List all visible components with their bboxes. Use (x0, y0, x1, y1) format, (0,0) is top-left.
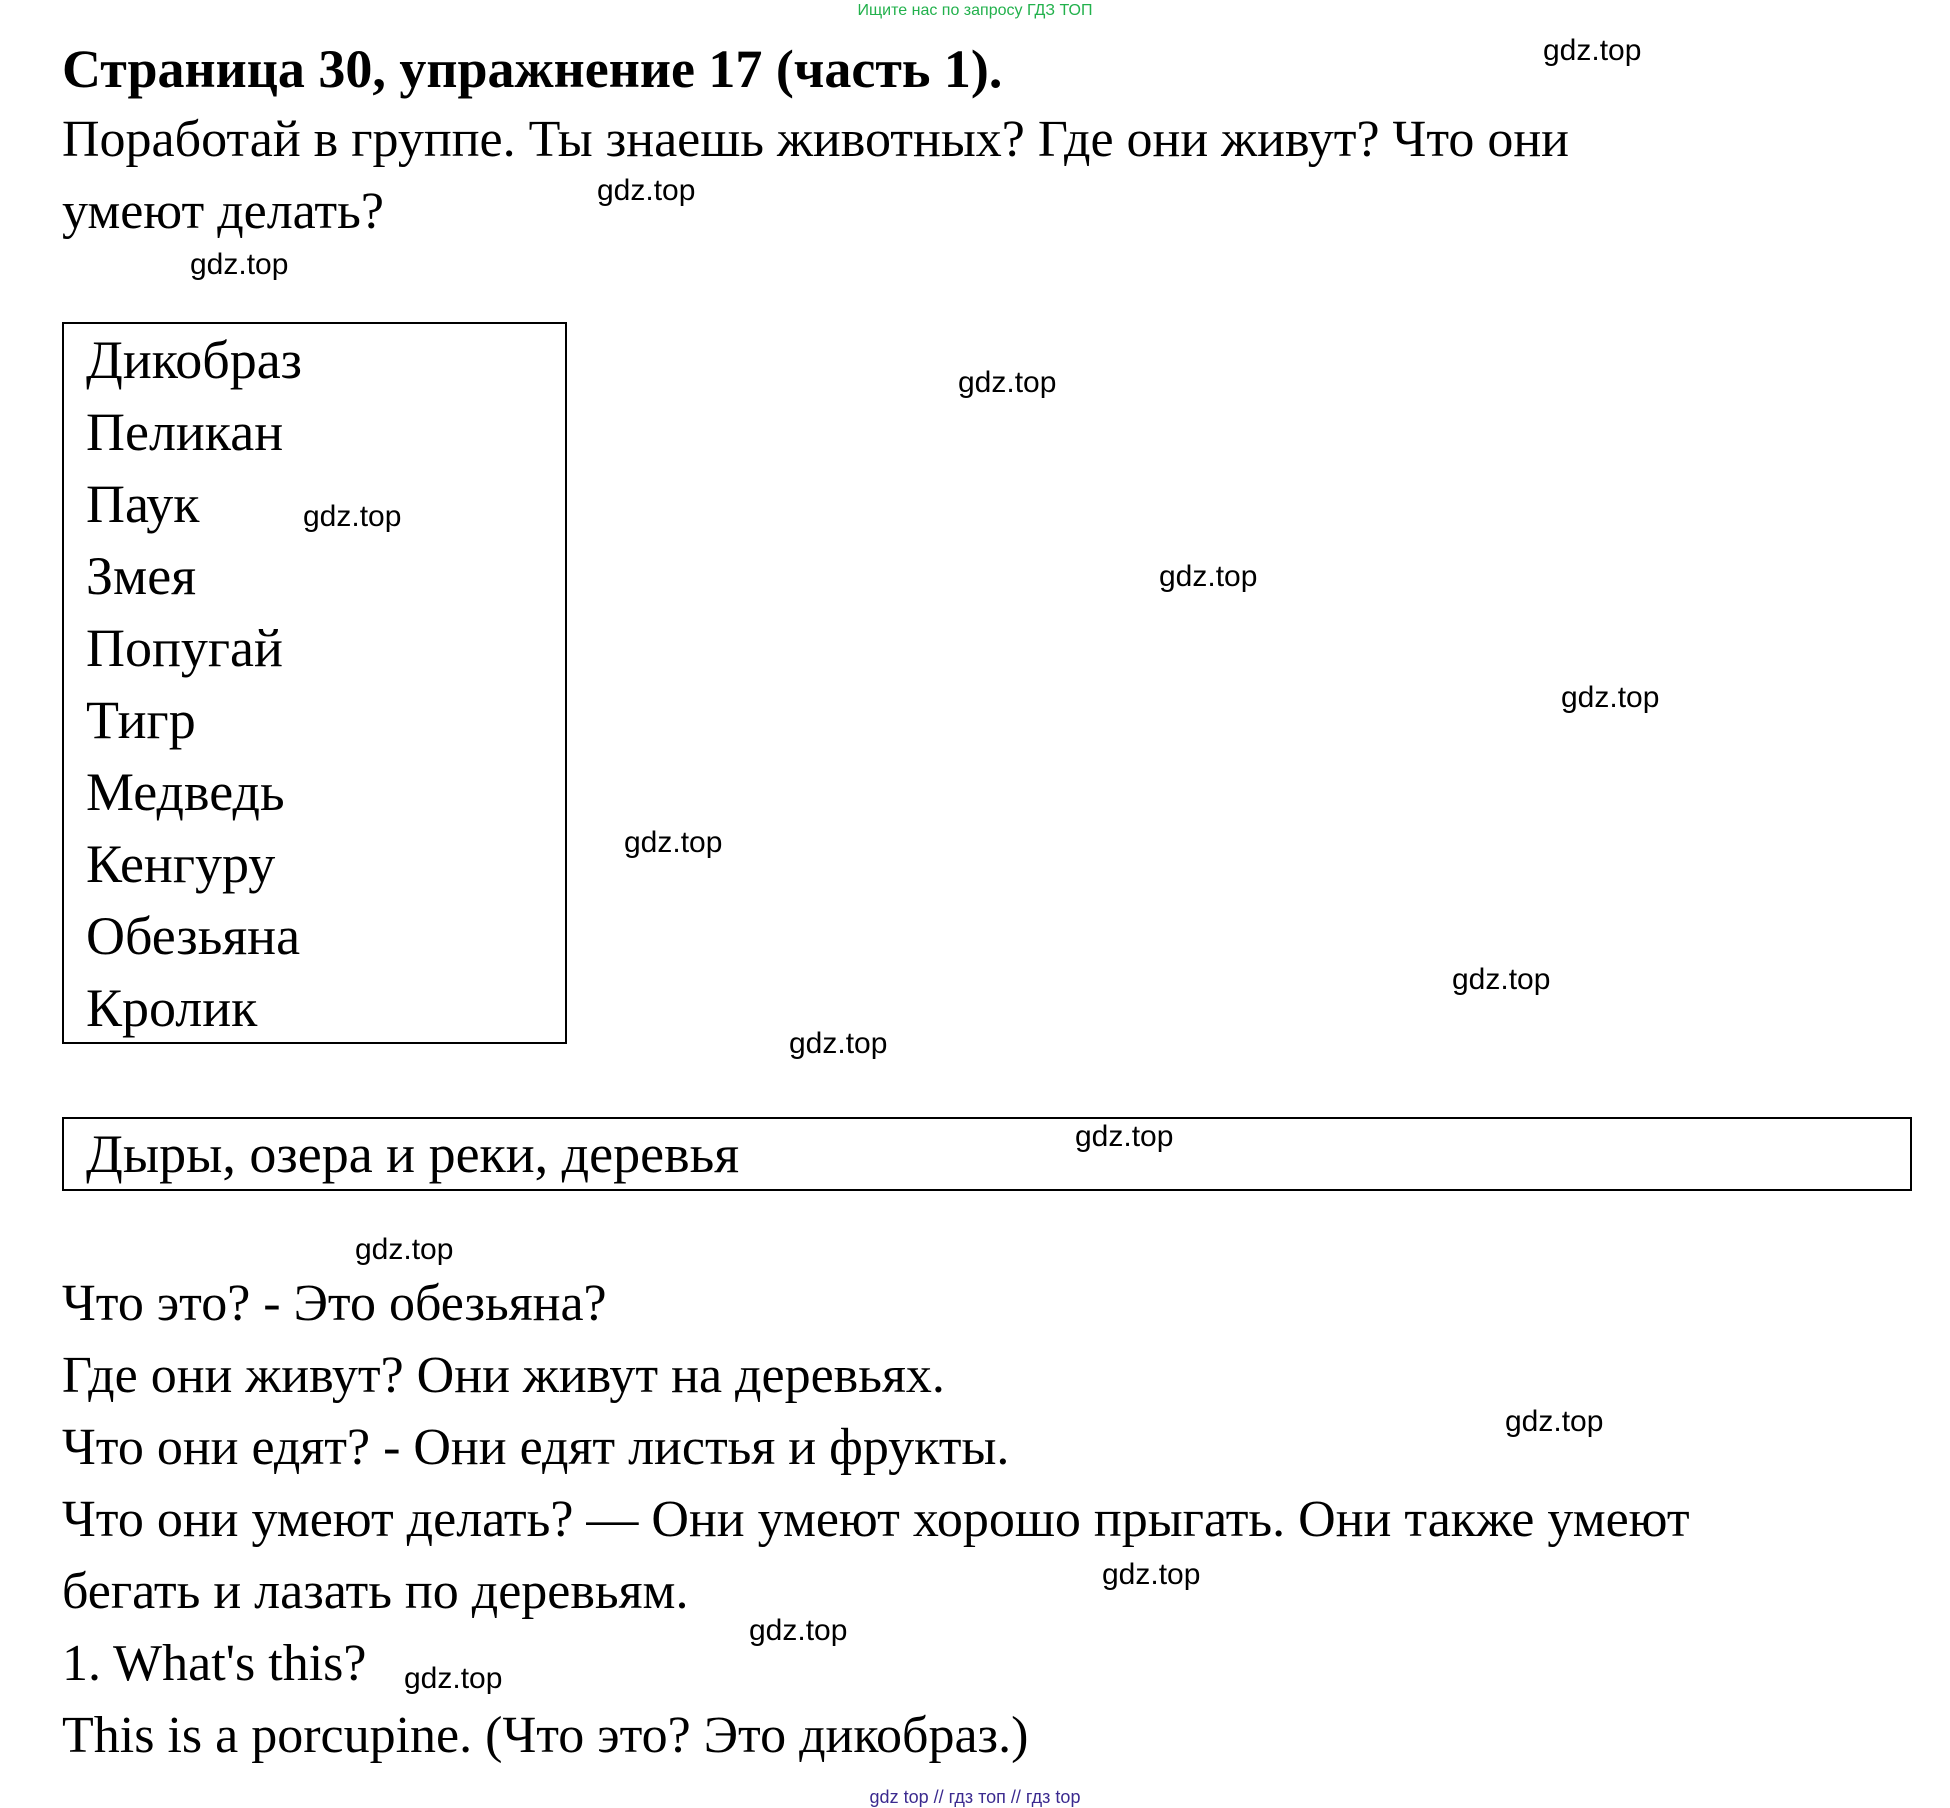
list-item: Кенгуру (86, 834, 276, 894)
answer-line: Что они едят? - Они едят листья и фрукты. (62, 1419, 1010, 1476)
watermark: gdz.top (1505, 1405, 1604, 1438)
list-item: Попугай (86, 618, 283, 678)
watermark: gdz.top (749, 1614, 848, 1647)
list-item: Тигр (86, 690, 196, 750)
animal-list-box (62, 322, 567, 1044)
answer-line: Что они умеют делать? — Они умеют хорошо прыгать. Они также умеют (62, 1491, 1690, 1548)
watermark: gdz.top (190, 248, 289, 281)
watermark: gdz.top (1102, 1558, 1201, 1591)
list-item: Паук (86, 474, 200, 534)
list-item: Кролик (86, 978, 258, 1038)
answer-line: 1. What's this? (62, 1635, 367, 1692)
animal-list (86, 324, 302, 1044)
watermark: gdz.top (789, 1027, 888, 1060)
list-item: Пеликан (86, 402, 284, 462)
habitat-hint: Дыры, озера и реки, деревья (86, 1124, 740, 1184)
answer-line: This is a porcupine. (Что это? Это дикобраз.) (62, 1707, 1029, 1764)
task-line-1: Поработай в группе. Ты знаешь животных? Где они живут? Что они (62, 111, 1570, 168)
watermark: gdz.top (624, 826, 723, 859)
list-item: Змея (86, 546, 197, 606)
watermark: gdz.top (1561, 681, 1660, 714)
answer-line: Что это? - Это обезьяна? (62, 1275, 607, 1332)
list-item: Обезьяна (86, 906, 301, 966)
footer: gdz top // гдз топ // гдз top (869, 1787, 1081, 1807)
page-title: Страница 30, упражнение 17 (часть 1). (62, 39, 1003, 99)
answer-text (62, 1268, 1922, 1772)
top-banner: Ищите нас по запросу ГДЗ ТОП (857, 2, 1093, 19)
watermark: gdz.top (1075, 1120, 1174, 1153)
watermark: gdz.top (404, 1662, 503, 1695)
task-line-2: умеют делать? (62, 183, 384, 240)
watermark: gdz.top (303, 500, 402, 533)
watermark: gdz.top (1159, 560, 1258, 593)
list-item: Дикобраз (86, 330, 302, 390)
watermark: gdz.top (355, 1233, 454, 1266)
habitat-hint-box (62, 1117, 1912, 1191)
watermark: gdz.top (1543, 34, 1642, 67)
answer-line: бегать и лазать по деревьям. (62, 1563, 689, 1620)
watermark: gdz.top (597, 174, 696, 207)
watermark: gdz.top (1452, 963, 1551, 996)
watermark: gdz.top (958, 366, 1057, 399)
list-item: Медведь (86, 762, 285, 822)
answer-line: Где они живут? Они живут на деревьях. (62, 1347, 945, 1404)
